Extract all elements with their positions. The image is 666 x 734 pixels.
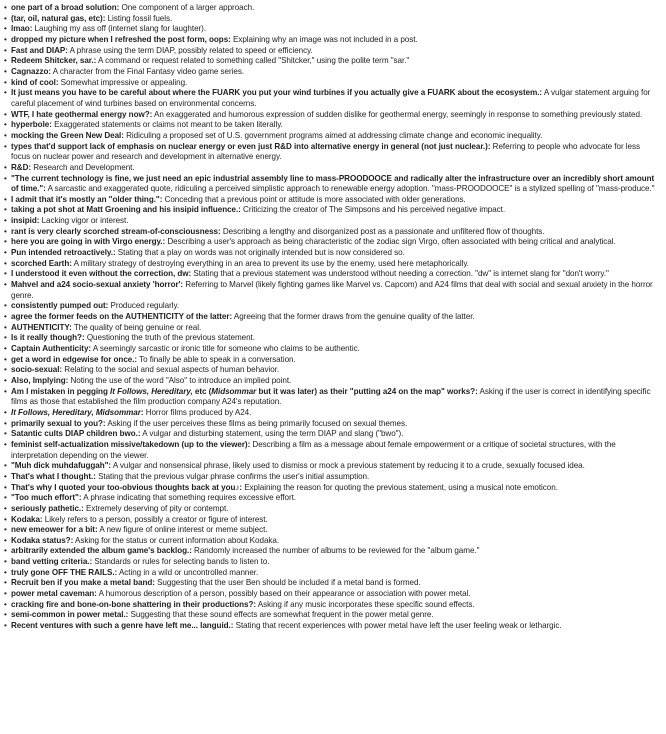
glossary-entry [4,3,660,14]
entry-definition: Ridiculing a proposed set of U.S. government programs aimed at addressing climate change and economic inequality. [126,130,543,140]
entry-term: scorched Earth: [11,258,72,268]
entry-term: cracking fire and bone-on-bone shattering in their productions?: [11,599,257,609]
entry-definition: Extremely deserving of pity or contempt. [85,503,229,513]
entry-term: here you are going in with Virgo energy.: [11,237,166,247]
entry-definition: Questioning the truth of the previous statement. [86,333,255,343]
glossary-entry [4,515,660,526]
entry-definition: Describing a lengthy and disorganized post as a passionate and unfiltered flow of thoughts. [222,226,545,236]
entry-definition: To finally be able to speak in a conversation. [139,354,296,364]
entry-term: types that'd support lack of emphasis on nuclear energy or even just R&D into alternative energy in general (not just nuclear.): [11,141,491,151]
glossary-entry [4,269,660,280]
entry-term: Recent ventures with such a genre have left me... languid.: [11,621,234,631]
glossary-entry [4,408,660,419]
entry-definition: Research and Development. [33,162,135,172]
glossary-entry [4,493,660,504]
glossary-entry [4,237,660,248]
entry-definition: Standards or rules for selecting bands to listen to. [94,557,270,567]
glossary-entry [4,589,660,600]
entry-definition: Asking if the user is correct in identifying specific films as those that established the film production company A24's reputation. [11,386,651,407]
entry-definition: One component of a larger approach. [121,3,255,12]
glossary-entry [4,461,660,472]
glossary-entry [4,557,660,568]
entry-definition: Randomly increased the number of albums to be reviewed for the "album game." [194,546,480,556]
glossary-entry [4,355,660,366]
entry-term: consistently pumped out: [11,301,109,311]
entry-definition: Criticizing the creator of The Simpsons and his perceived negative impact. [243,205,506,215]
glossary-entry [4,120,660,131]
glossary-entry [4,248,660,259]
entry-term: Satantic cults DIAP children bwo.: [11,429,141,439]
glossary-entry [4,131,660,142]
glossary-entry [4,67,660,78]
entry-term: mocking the Green New Deal: [11,130,124,140]
entry-term: AUTHENTICITY: [11,322,72,332]
entry-definition: Produced regularly. [110,301,180,311]
entry-definition: Describing a film as a message about female empowerment or a critique of societal structures, with the interpretation depending on the viewer. [11,439,616,460]
entry-term: new emeower for a bit: [11,525,98,535]
entry-definition: Suggesting that these sound effects are somewhat frequent in the power metal genre. [130,610,434,620]
entry-term: Redeem Shitcker, sar.: [11,56,97,66]
entry-definition: Referring to Marvel (likely fighting games like Marvel vs. Capcom) and A24 films that deal with social and sexual anxiety in the horror genre. [11,280,653,300]
entry-term: R&D: [11,162,32,172]
glossary-entry [4,344,660,355]
entry-term: get a word in edgewise for once.: [11,354,138,364]
glossary-entry [4,568,660,579]
entry-definition: Describing a user's approach as being characteristic of the zodiac sign Virgo, often associated with being critical and analytical. [167,237,616,247]
entry-term: band vetting criteria.: [11,557,93,567]
entry-term: arbitrarily extended the album game's backlog.: [11,546,192,556]
entry-definition: Likely refers to a person, possibly a creator or figure of interest. [44,514,268,524]
entry-term: Cagnazzo: [11,66,52,76]
glossary-entry [4,440,660,461]
entry-definition: A seemingly sarcastic or ironic title for someone who claims to be authentic. [92,344,360,353]
entry-term: hyperbole: [11,120,52,130]
entry-term: dropped my picture when I refreshed the post form, oops: [11,34,231,44]
entry-definition: Noting the use of the word "Also" to introduce an implied point. [70,375,292,385]
glossary-entry [4,88,660,109]
glossary-entry [4,525,660,536]
glossary-entry [4,227,660,238]
entry-definition: Listing fossil fuels. [107,13,173,23]
glossary-entry [4,333,660,344]
glossary-entry [4,483,660,494]
glossary-entry [4,365,660,376]
entry-definition: A vulgar and disturbing statement, using the term DIAP and slang ("bwo"). [142,429,404,439]
entry-term: seriously pathetic.: [11,503,84,513]
entry-term: etc ( [192,386,212,396]
entry-definition: A character from the Final Fantasy video game series. [52,66,245,76]
entry-definition: Horror films produced by A24. [145,407,252,417]
entry-term: insipid: [11,216,40,226]
entry-definition: A new figure of online interest or meme subject. [99,525,268,535]
glossary-entry [4,259,660,270]
glossary-entry [4,195,660,206]
entry-term: kind of cool: [11,77,59,87]
glossary-entry [4,419,660,430]
entry-term: It Follows, Hereditary, Midsommar [11,407,141,417]
entry-term: "Muh dick muhdafuggah": [11,461,112,471]
entry-definition: A vulgar and nonsensical phrase, likely used to dismiss or mock a previous statement by reducing it to a crude, sexually focused idea. [112,461,585,471]
entry-definition: The quality of being genuine or real. [73,322,202,332]
entry-definition: A command or request related to something called "Shitcker," using the polite term "sar." [98,56,410,66]
entry-term: socio-sexual: [11,365,63,375]
entry-term: It Follows, Hereditary, [110,386,193,396]
entry-definition: Agreeing that the former draws from the genuine quality of the latter. [233,312,475,322]
entry-term: but it was later) as their "putting a24 on the map" works?: [256,386,478,396]
entry-definition: Stating that a previous statement was understood without needing a correction. "dw" is internet slang for "don't worry." [193,269,609,279]
entry-definition: Referring to people who advocate for less focus on nuclear power and research and development in alternative energy. [11,141,640,162]
entry-term: Midsommar [211,386,257,396]
entry-term: rant is very clearly scorched stream-of-consciousness: [11,226,221,236]
glossary-entry [4,312,660,323]
glossary-entry [4,504,660,515]
glossary-entry [4,323,660,334]
entry-term: Also, Implying: [11,375,69,385]
glossary-entry [4,205,660,216]
glossary-entry [4,621,660,632]
entry-term: Kodaka: [11,514,43,524]
entry-definition: Stating that the previous vulgar phrase confirms the user's initial assumption. [98,471,370,481]
entry-term: Is it really though?: [11,333,85,343]
glossary-entry [4,429,660,440]
glossary-entry [4,163,660,174]
entry-definition: A vulgar statement arguing for careful placement of wind turbines based on environmental concerns. [11,88,651,108]
entry-term: That's what I thought.: [11,471,96,481]
entry-term: Kodaka status?: [11,535,74,545]
entry-definition: Stating that a play on words was not originally intended but is now considered so. [117,248,405,258]
glossary-entry [4,578,660,589]
entry-term: primarily sexual to you?: [11,418,106,428]
entry-term: one part of a broad solution: [11,3,120,12]
entry-term: Recruit ben if you make a metal band: [11,578,155,588]
glossary-entry [4,46,660,57]
entry-definition: Explaining the reason for quoting the previous statement, using a musical note emoticon. [244,482,558,492]
entry-definition: Explaining why an image was not included in a post. [233,34,418,44]
entry-term: truly gone OFF THE RAILS.: [11,567,118,577]
entry-term: I admit that it's mostly an "older thing.": [11,194,163,204]
entry-definition: A phrase using the term DIAP, possibly related to speed or efficiency. [69,45,313,55]
glossary-entry [4,174,660,195]
glossary-entry [4,376,660,387]
entry-term: Pun intended retroactively.: [11,248,116,258]
entry-definition: Exaggerated statements or claims not meant to be taken literally. [54,120,283,130]
entry-definition: Asking if the user perceives these films as being primarily focused on sexual themes. [107,418,408,428]
entry-term: Am I mistaken in pegging [11,386,111,396]
glossary-list [4,3,660,632]
entry-term: power metal caveman: [11,589,97,599]
entry-definition: Stating that recent experiences with power metal have left the user feeling weak or lethargic. [235,621,562,631]
glossary-entry [4,546,660,557]
entry-term: Mahvel and a24 socio-sexual anxiety 'horror': [11,280,184,290]
glossary-entry [4,536,660,547]
glossary-entry [4,142,660,163]
glossary-entry [4,14,660,25]
entry-term: (tar, oil, natural gas, etc): [11,13,106,23]
glossary-entry [4,56,660,67]
entry-term: That's why I quoted your too-obvious thoughts back at you♪: [11,482,242,492]
entry-definition: A humorous description of a person, possibly based on their appearance or association with power metal. [98,589,471,599]
entry-term: "Too much effort": [11,493,82,503]
entry-definition: Conceding that a previous point or attitude is more associated with older generations. [164,194,466,204]
entry-definition: Laughing my ass off (internet slang for laughter). [34,24,207,34]
glossary-entry [4,78,660,89]
entry-definition: Lacking vigor or interest. [41,216,129,226]
entry-term: lmao: [11,24,33,34]
entry-definition: A phrase indicating that something requires excessive effort. [83,493,296,503]
entry-definition: A sarcastic and exaggerated quote, ridiculing a perceived simplistic approach to renewable energy adoption. "mass-PROODOOCE" is a stylized spelling of "mass-produce." [47,184,655,194]
entry-term: It just means you have to be careful about where the FUARK you put your wind turbines if you actually give a FUARK about the ecosystem.: [11,88,543,98]
entry-term: taking a pot shot at Matt Groening and his insipid influence.: [11,205,241,215]
entry-term: I understood it even without the correction, dw: [11,269,192,279]
entry-definition: Somewhat impressive or appealing. [60,77,188,87]
entry-definition: An exaggerated and humorous expression of sudden dislike for geothermal energy, seemingly in response to something previously stated. [154,109,643,119]
glossary-entry [4,216,660,227]
glossary-entry [4,301,660,312]
entry-definition: Acting in a wild or uncontrolled manner. [118,567,259,577]
entry-term: feminist self-actualization missive/takedown (up to the viewer): [11,439,251,449]
glossary-entry [4,110,660,121]
glossary-entry [4,600,660,611]
entry-term: agree the former feeds on the AUTHENTICITY of the latter: [11,312,233,322]
entry-definition: Relating to the social and sexual aspects of human behavior. [64,365,280,375]
entry-term: Captain Authenticity: [11,344,92,353]
entry-term: semi-common in power metal.: [11,610,129,620]
glossary-entry [4,610,660,621]
entry-term: : [140,407,144,417]
glossary-entry [4,24,660,35]
glossary-entry [4,280,660,301]
glossary-entry [4,472,660,483]
entry-definition: Asking for the status or current information about Kodaka. [74,535,280,545]
glossary-entry [4,387,660,408]
entry-definition: A military strategy of destroying everything in an area to prevent its use by the enemy, used here metaphorically. [73,258,469,268]
entry-definition: Asking if any music incorporates these specific sound effects. [257,599,475,609]
entry-term: "The current technology is fine, we just need an epic industrial assembly line to mass-PROODOOCE and radically alter the infrastructure over an incredibly short amount of time.": [11,173,655,194]
entry-term: WTF, I hate geothermal energy now?: [11,109,153,119]
glossary-entry [4,35,660,46]
entry-term: Fast and DIAP: [11,45,68,55]
entry-definition: Suggesting that the user Ben should be included if a metal band is formed. [157,578,421,588]
